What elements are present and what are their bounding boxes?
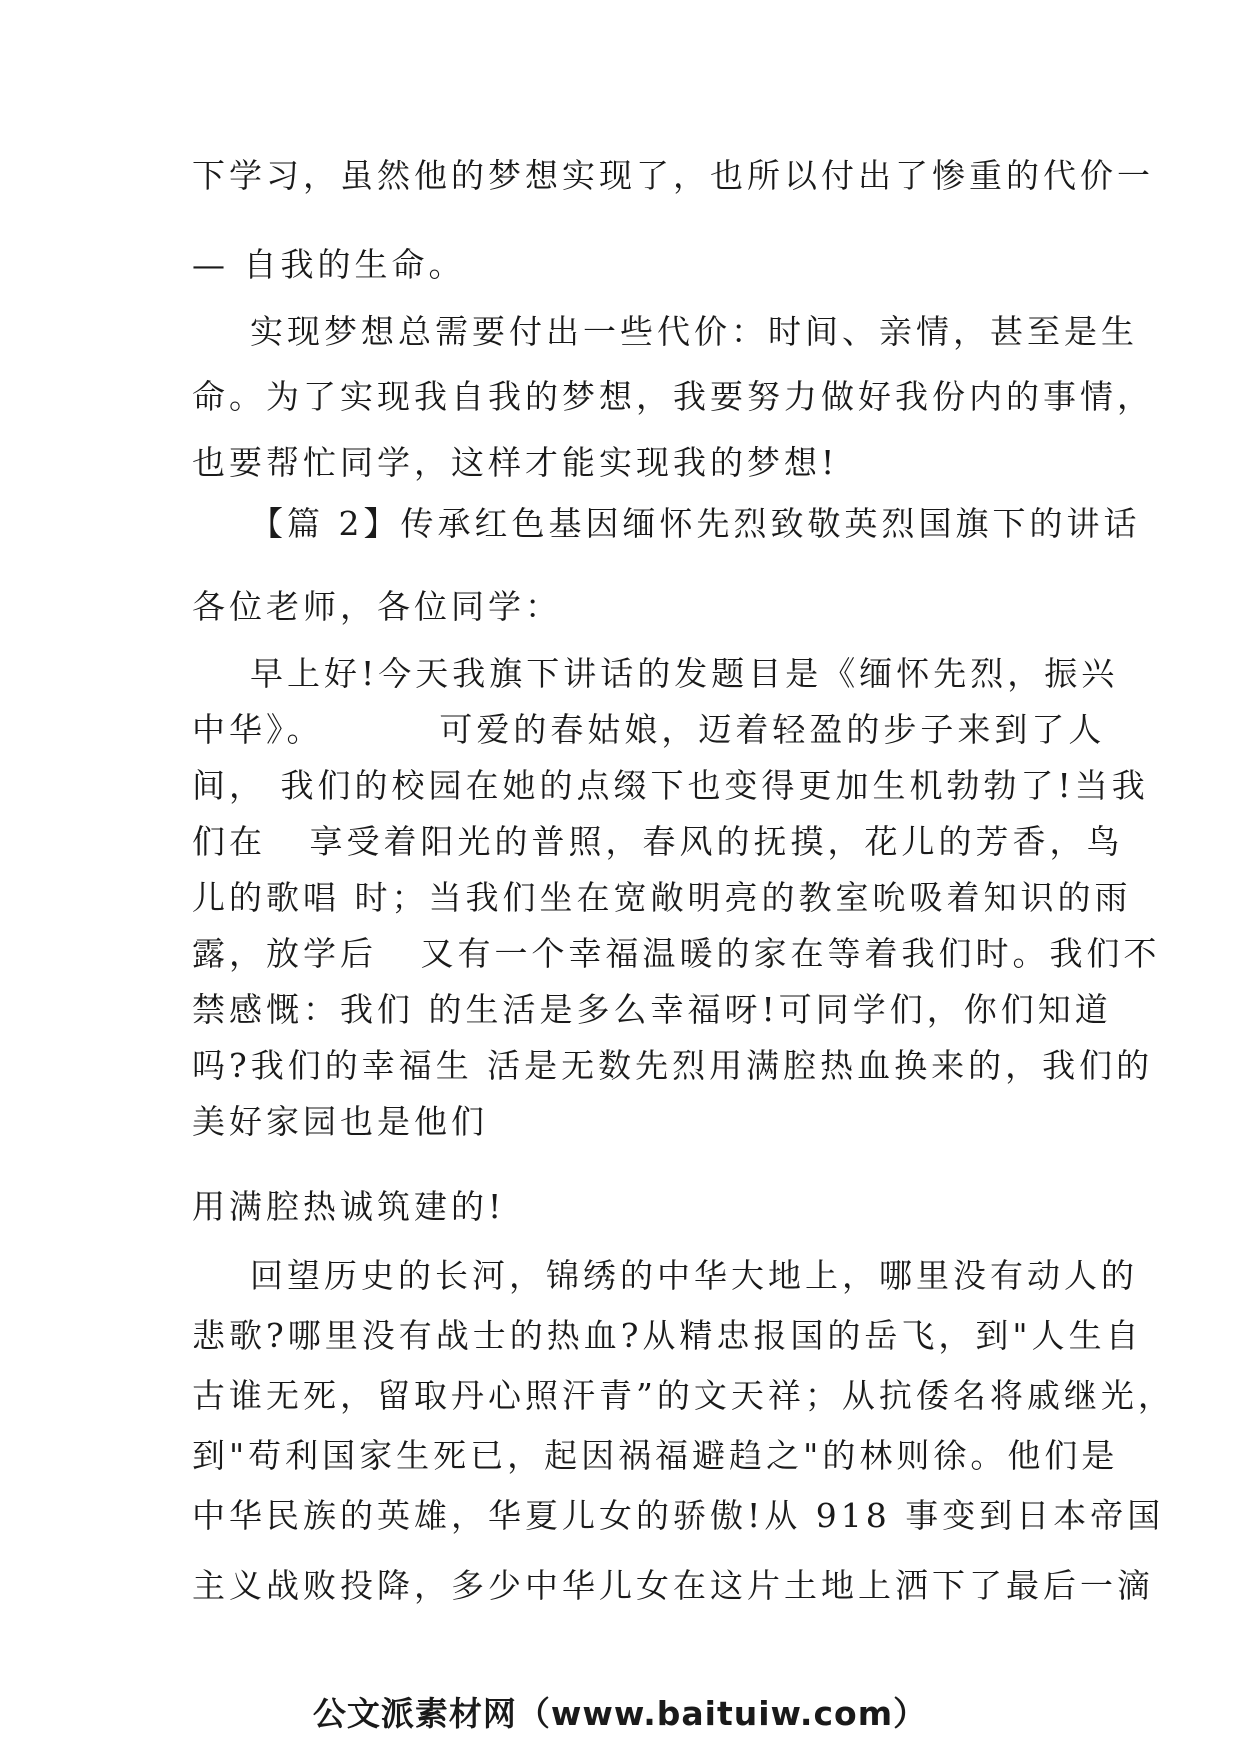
text-line-8: 早上好!今天我旗下讲话的发题目是《缅怀先烈，振兴 bbox=[192, 654, 1119, 693]
section-heading: 【篇 2】传承红色基因缅怀先烈致敬英烈国旗下的讲话 bbox=[192, 504, 1141, 543]
text-line-23: 主义战败投降，多少中华儿女在这片土地上洒下了最后一滴 bbox=[192, 1566, 1154, 1605]
text-line-21: 到"苟利国家生死已，起因祸福避趋之"的林则徐。他们是 bbox=[192, 1436, 1119, 1475]
text-line-20: 古谁无死，留取丹心照汗青”的文天祥；从抗倭名将戚继光， bbox=[192, 1376, 1175, 1415]
salutation: 各位老师，各位同学： bbox=[192, 587, 562, 626]
text-line-9: 中华》。 可爱的春姑娘，迈着轻盈的步子来到了人 bbox=[192, 710, 1106, 749]
text-line-11: 们在 享受着阳光的普照，春风的抚摸，花儿的芳香，鸟 bbox=[192, 822, 1124, 861]
text-line-19: 悲歌?哪里没有战士的热血?从精忠报国的岳飞，到"人生自 bbox=[192, 1316, 1143, 1355]
text-line-13: 露，放学后 又有一个幸福温暖的家在等着我们时。我们不 bbox=[192, 934, 1161, 973]
text-line-17: 用满腔热诚筑建的! bbox=[192, 1187, 506, 1226]
text-line-3: 实现梦想总需要付出一些代价：时间、亲情，甚至是生 bbox=[192, 312, 1138, 351]
text-line-2: — 自我的生命。 bbox=[192, 245, 466, 284]
text-line-14: 禁感慨：我们 的生活是多么幸福呀!可同学们，你们知道 bbox=[192, 990, 1112, 1029]
footer-watermark: 公文派素材网（www.baituiw.com） bbox=[312, 1694, 928, 1733]
text-line-5: 也要帮忙同学，这样才能实现我的梦想! bbox=[192, 443, 839, 482]
text-line-10: 间， 我们的校园在她的点缀下也变得更加生机勃勃了!当我 bbox=[192, 766, 1149, 805]
text-line-15: 吗?我们的幸福生 活是无数先烈用满腔热血换来的，我们的 bbox=[192, 1046, 1154, 1085]
text-line-12: 儿的歌唱 时；当我们坐在宽敞明亮的教室吮吸着知识的雨 bbox=[192, 878, 1132, 917]
text-line-18: 回望历史的长河，锦绣的中华大地上，哪里没有动人的 bbox=[192, 1256, 1138, 1295]
text-line-16: 美好家园也是他们 bbox=[192, 1102, 488, 1141]
text-line-22: 中华民族的英雄，华夏儿女的骄傲!从 918 事变到日本帝国 bbox=[192, 1496, 1165, 1535]
text-line-1: 下学习，虽然他的梦想实现了，也所以付出了惨重的代价一 bbox=[192, 156, 1154, 195]
text-line-4: 命。为了实现我自我的梦想，我要努力做好我份内的事情， bbox=[192, 377, 1154, 416]
